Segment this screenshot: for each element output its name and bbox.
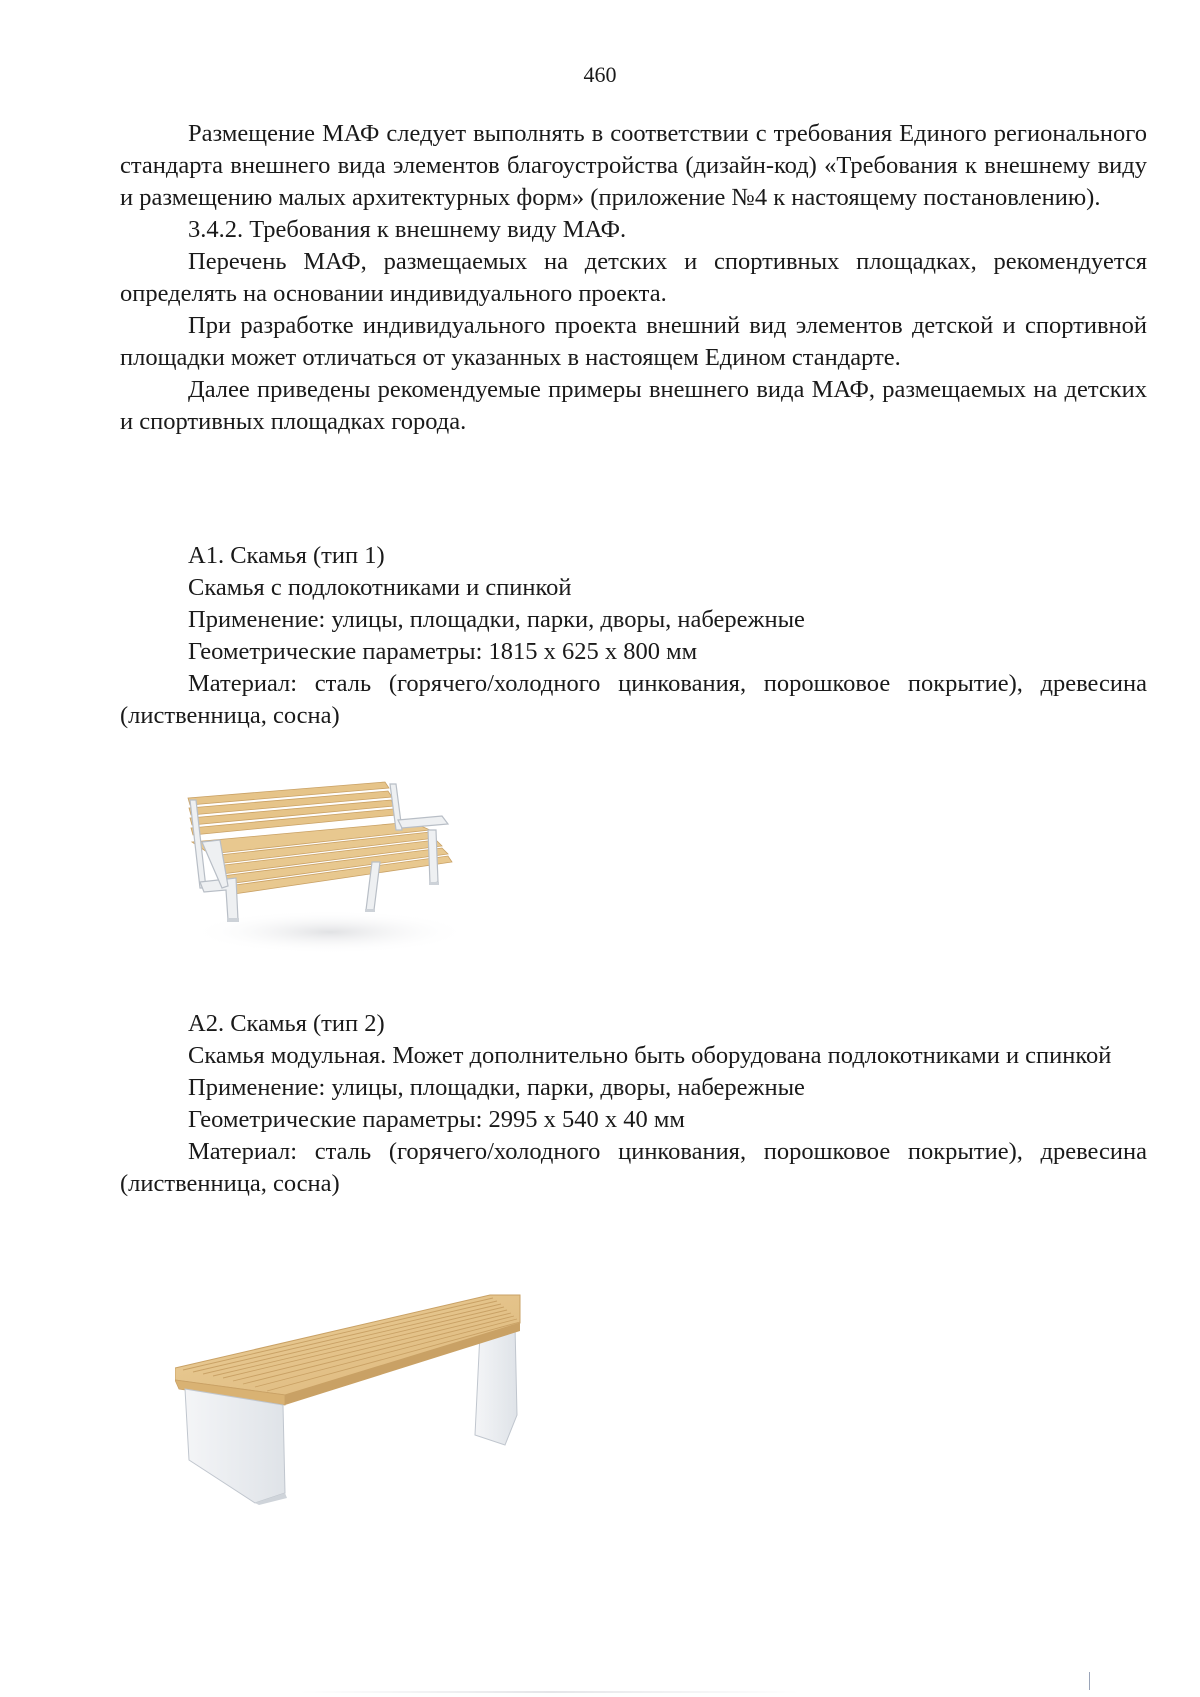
- intro-paragraph: При разработке индивидуального проекта внешний вид элементов детской и спортивной площадки может отличаться от указанных в настоящем Едином стандарте.: [120, 312, 1147, 371]
- item-a2-section: [120, 1008, 1147, 1200]
- scan-artifact: [300, 1691, 800, 1693]
- bench-with-backrest-image: [180, 770, 480, 970]
- item-application: Применение: улицы, площадки, парки, дворы, набережные: [188, 606, 805, 633]
- section-heading: 3.4.2. Требования к внешнему виду МАФ.: [188, 216, 627, 243]
- item-description: Скамья модульная. Может дополнительно быть оборудована подлокотниками и спинкой: [188, 1042, 1112, 1069]
- item-a1-section: [120, 540, 1147, 732]
- scan-mark: [1089, 1672, 1090, 1690]
- item-title: А2. Скамья (тип 2): [188, 1010, 385, 1037]
- item-material: Материал: сталь (горячего/холодного цинкования, порошковое покрытие), древесина (лиственница, сосна): [120, 670, 1147, 729]
- modular-bench-image: [175, 1285, 545, 1505]
- intro-section: [120, 118, 1147, 438]
- intro-paragraph: Размещение МАФ следует выполнять в соответствии с требования Единого регионального стандарта внешнего вида элементов благоустройства (дизайн-код) «Требования к внешнему виду и размещению малых архитектурных форм» (приложение №4 к настоящему постановлению).: [120, 120, 1147, 211]
- item-material: Материал: сталь (горячего/холодного цинкования, порошковое покрытие), древесина (лиственница, сосна): [120, 1138, 1147, 1197]
- intro-paragraph: Далее приведены рекомендуемые примеры внешнего вида МАФ, размещаемых на детских и спортивных площадках города.: [120, 376, 1147, 435]
- item-dimensions: Геометрические параметры: 1815 х 625 х 800 мм: [188, 638, 698, 665]
- item-application: Применение: улицы, площадки, парки, дворы, набережные: [188, 1074, 805, 1101]
- item-title: А1. Скамья (тип 1): [188, 542, 385, 569]
- page-number: 460: [583, 62, 617, 87]
- item-description: Скамья с подлокотниками и спинкой: [188, 574, 572, 601]
- intro-paragraph: Перечень МАФ, размещаемых на детских и спортивных площадках, рекомендуется определять на основании индивидуального проекта.: [120, 248, 1147, 307]
- item-dimensions: Геометрические параметры: 2995 х 540 х 40 мм: [188, 1106, 685, 1133]
